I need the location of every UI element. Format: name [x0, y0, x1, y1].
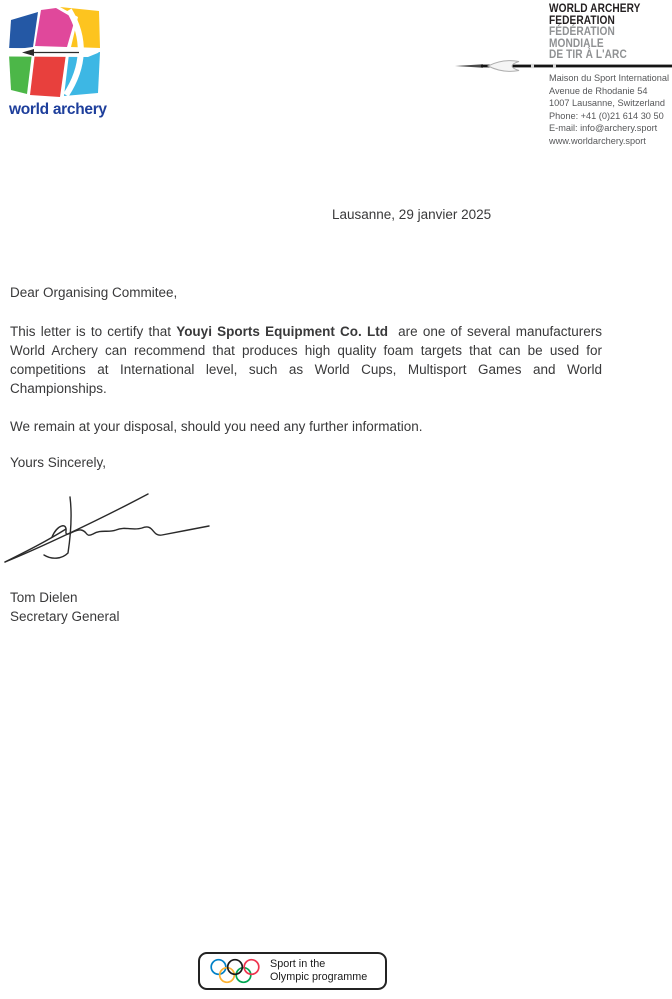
closing: Yours Sincerely, — [10, 455, 107, 470]
org-name-en-line2: FEDERATION — [549, 14, 615, 27]
badge-text — [270, 958, 367, 984]
org-name-fr-line1: FÉDÉRATION — [549, 26, 615, 39]
world-archery-logo — [9, 7, 109, 119]
certify-suffix: are one of several manufacturers World Archery can recommend that produces high quality foam targets that can be used for competitions at International level, such as World Cups, Multisport Games and World Championships. — [10, 324, 602, 396]
badge-text-line1: Sport in the — [270, 958, 326, 970]
badge-text-line2: Olympic programme — [270, 971, 368, 983]
address-website: www.worldarchery.sport — [549, 135, 646, 146]
org-name-en-line1: WORLD ARCHERY — [549, 3, 641, 15]
signer-title: Secretary General — [10, 609, 120, 624]
olympic-programme-badge — [198, 952, 387, 990]
address-phone: Phone: +41 (0)21 614 30 50 — [549, 110, 664, 121]
org-name-fr-line2: MONDIALE — [549, 37, 604, 50]
world-archery-logo-icon — [9, 7, 101, 97]
dateline: Lausanne, 29 janvier 2025 — [332, 207, 492, 222]
availability-paragraph: We remain at your disposal, should you need any further information. — [10, 419, 423, 434]
org-name-block — [549, 4, 640, 62]
signature-image — [2, 485, 212, 567]
salutation: Dear Organising Commitee, — [10, 285, 178, 300]
logo-wordmark: world archery — [9, 101, 107, 118]
olympic-rings-icon — [209, 957, 261, 985]
address-line: 1007 Lausanne, Switzerland — [549, 98, 665, 108]
org-name-fr-line3: DE TIR À L'ARC — [549, 49, 627, 62]
company-name: Youyi Sports Equipment Co. Ltd — [176, 324, 388, 339]
certification-paragraph — [10, 322, 602, 398]
address-block — [549, 72, 669, 147]
address-email: E-mail: info@archery.sport — [549, 123, 658, 133]
address-line: Avenue de Rhodanie 54 — [549, 85, 648, 96]
certify-prefix: This letter is to certify that — [10, 324, 177, 339]
address-line: Maison du Sport International — [549, 73, 670, 83]
signer-name: Tom Dielen — [10, 590, 78, 605]
